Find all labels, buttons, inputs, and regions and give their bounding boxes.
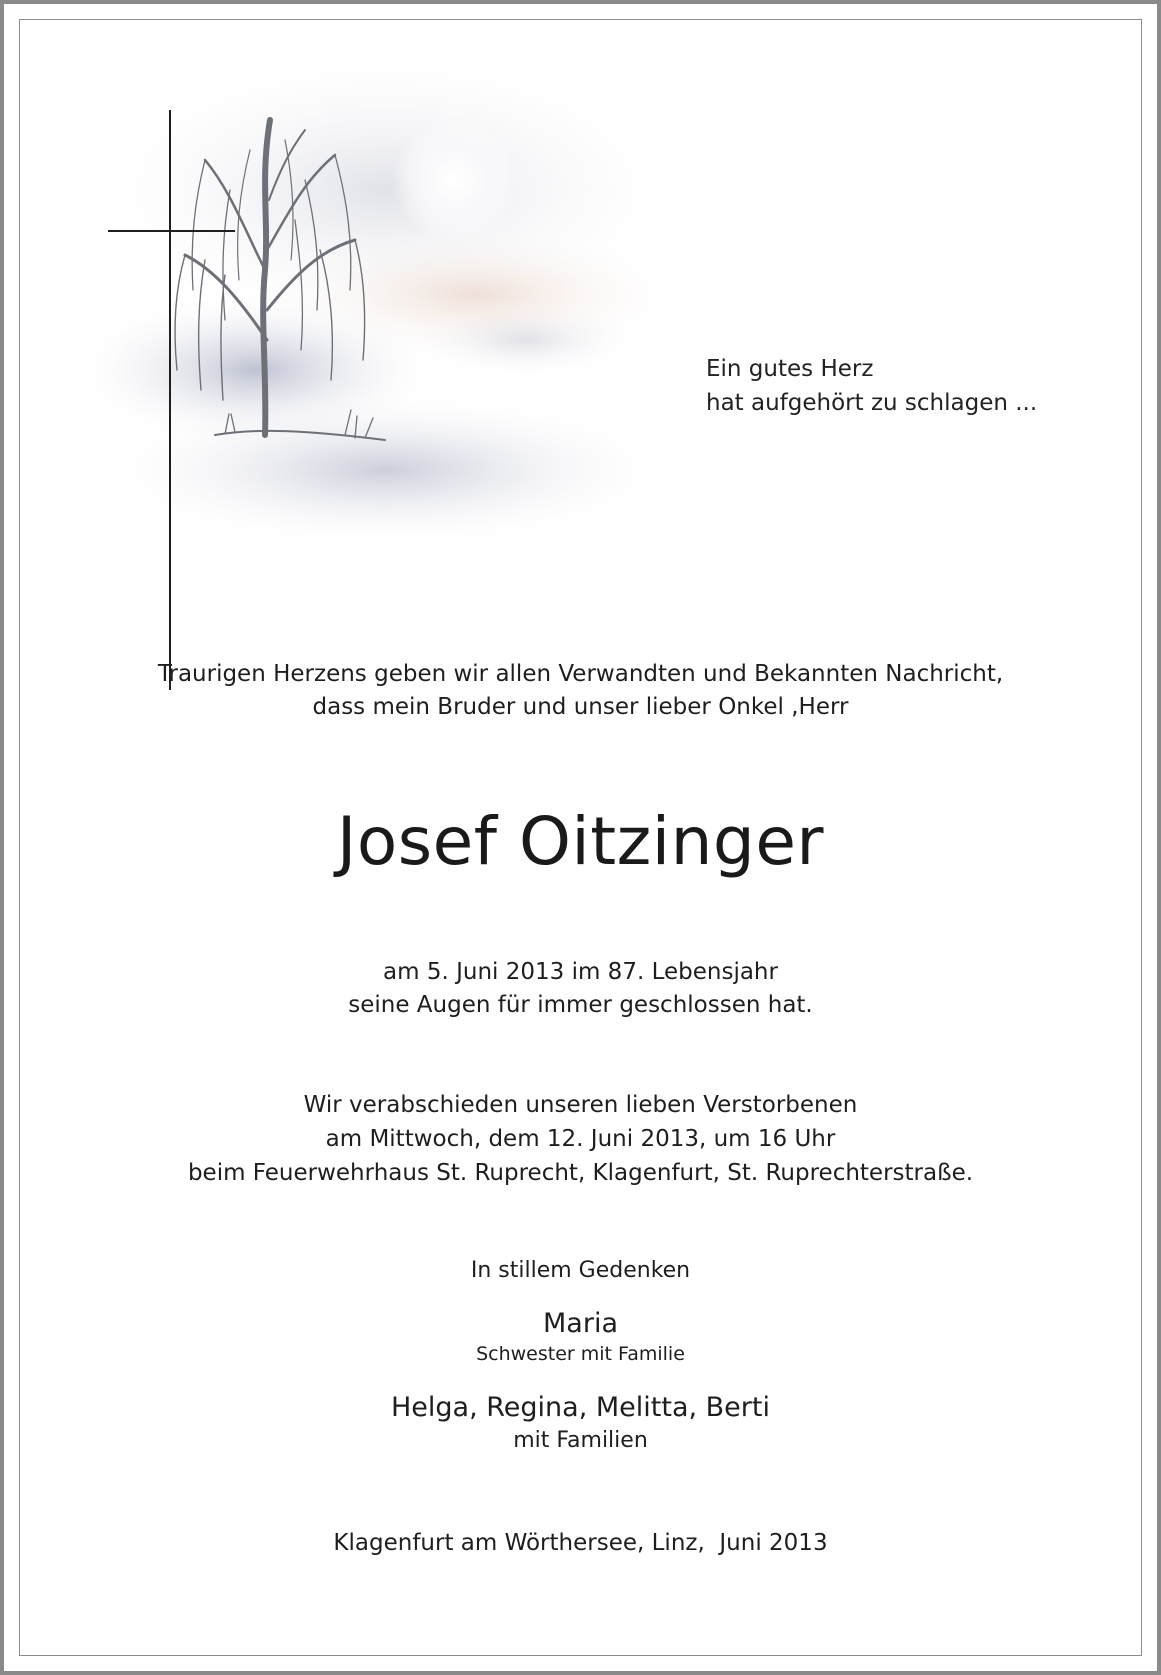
place-and-date: Klagenfurt am Wörthersee, Linz, Juni 2013 (333, 1530, 828, 1556)
mourner-group (0, 1306, 1161, 1366)
cross-vertical-bar (169, 110, 171, 690)
mourner-name: Helga, Regina, Melitta, Berti (390, 1392, 770, 1423)
funeral-line-3: beim Feuerwehrhaus St. Ruprecht, Klagenfurt, St. Ruprechterstraße. (187, 1160, 974, 1186)
mourner-name: Maria (543, 1308, 618, 1339)
mourner-relation: Schwester mit Familie (476, 1343, 685, 1365)
intro-line-1: Traurigen Herzens geben wir allen Verwandten und Bekannten Nachricht, (157, 661, 1004, 687)
motto (706, 352, 1037, 420)
cross-horizontal-bar (108, 230, 235, 232)
death-line-1: am 5. Juni 2013 im 87. Lebensjahr (383, 959, 778, 985)
funeral-details (0, 1088, 1161, 1190)
watercolor-willow-moon-illustration (55, 40, 715, 580)
moon-icon (393, 118, 517, 242)
death-notice (0, 956, 1161, 1022)
motto-line-2: hat aufgehört zu schlagen ... (706, 390, 1038, 416)
announcement-intro (0, 658, 1161, 724)
memory-heading: In stillem Gedenken (470, 1258, 691, 1283)
intro-line-2: dass mein Bruder und unser lieber Onkel ,Herr (312, 694, 849, 720)
motto-line-1: Ein gutes Herz (706, 356, 874, 382)
funeral-line-2: am Mittwoch, dem 12. Juni 2013, um 16 Uhr (325, 1126, 836, 1152)
deceased-name: Josef Oitzinger (336, 803, 825, 880)
death-line-2: seine Augen für immer geschlossen hat. (348, 992, 813, 1018)
mourner-group (0, 1390, 1161, 1456)
funeral-line-1: Wir verabschieden unseren lieben Verstorbenen (303, 1092, 858, 1118)
mourner-relation: mit Familien (513, 1428, 648, 1453)
